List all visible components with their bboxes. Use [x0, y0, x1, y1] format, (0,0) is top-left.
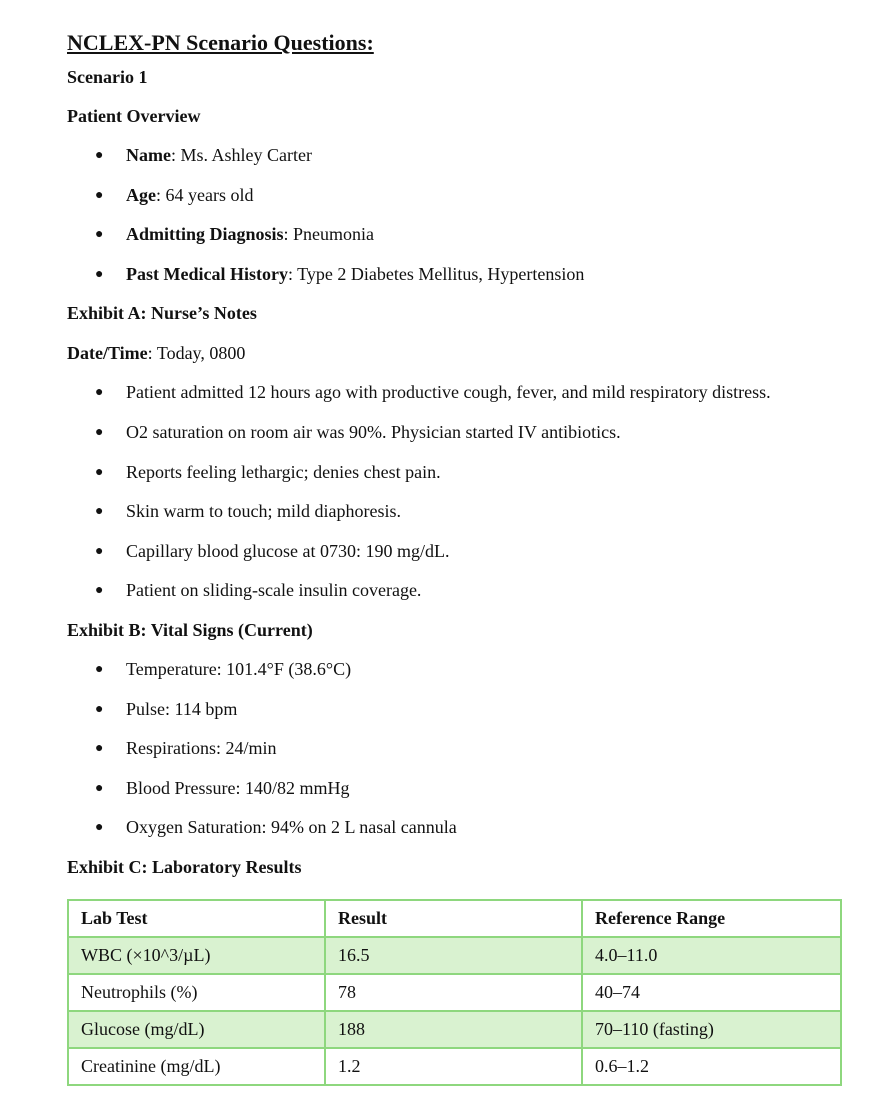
table-row	[68, 1048, 841, 1085]
list-item: ● Patient admitted 12 hours ago with productive cough, fever, and mild respiratory distress.	[67, 373, 857, 413]
bullet-icon: ●	[95, 266, 104, 282]
column-header: Reference Range	[582, 900, 841, 937]
bullet-icon: ●	[95, 741, 104, 757]
exhibit-c-heading: Exhibit C: Laboratory Results	[67, 856, 302, 877]
list-item: ● Past Medical History: Type 2 Diabetes Mellitus, Hypertension	[67, 255, 857, 295]
table-cell: 1.2	[325, 1048, 582, 1085]
list-item: ● Admitting Diagnosis: Pneumonia	[67, 215, 857, 255]
table-cell: 0.6–1.2	[582, 1048, 841, 1085]
table-cell: 70–110 (fasting)	[582, 1011, 841, 1048]
patient-overview-heading: Patient Overview	[67, 106, 201, 126]
bullet-icon: ●	[95, 464, 104, 480]
list-item: ● Oxygen Saturation: 94% on 2 L nasal cannula	[67, 808, 857, 848]
table-cell: 78	[325, 974, 582, 1011]
column-header: Result	[325, 900, 582, 937]
bullet-icon: ●	[95, 820, 104, 836]
datetime-line: Date/Time: Today, 0800	[67, 343, 246, 364]
page-title: NCLEX-PN Scenario Questions:	[67, 30, 374, 55]
table-row	[68, 937, 841, 974]
list-item: ● Respirations: 24/min	[67, 729, 857, 769]
list-item: ● Skin warm to touch; mild diaphoresis.	[67, 492, 857, 532]
list-item: ● Patient on sliding-scale insulin coverage.	[67, 571, 857, 611]
bullet-icon: ●	[95, 543, 104, 559]
exhibit-b-heading: Exhibit B: Vital Signs (Current)	[67, 619, 313, 640]
list-item: ● Name: Ms. Ashley Carter	[67, 136, 857, 176]
bullet-icon: ●	[95, 701, 104, 717]
list-item: ● Blood Pressure: 140/82 mmHg	[67, 769, 857, 809]
bullet-icon: ●	[95, 661, 104, 677]
table-cell: 188	[325, 1011, 582, 1048]
table-cell: 40–74	[582, 974, 841, 1011]
bullet-icon: ●	[95, 385, 104, 401]
document-page	[67, 28, 857, 1086]
table-cell: Glucose (mg/dL)	[68, 1011, 325, 1048]
table-header-row	[68, 900, 841, 937]
bullet-icon: ●	[95, 504, 104, 520]
table-cell: WBC (×10^3/µL)	[68, 937, 325, 974]
table-cell: Creatinine (mg/dL)	[68, 1048, 325, 1085]
patient-overview-list	[67, 136, 857, 294]
bullet-icon: ●	[95, 780, 104, 796]
table-cell: 16.5	[325, 937, 582, 974]
column-header: Lab Test	[68, 900, 325, 937]
bullet-icon: ●	[95, 583, 104, 599]
bullet-icon: ●	[95, 424, 104, 440]
list-item: ● Age: 64 years old	[67, 176, 857, 216]
list-item: ● Reports feeling lethargic; denies chest pain.	[67, 453, 857, 493]
lab-results-table	[67, 899, 842, 1086]
bullet-icon: ●	[95, 227, 104, 243]
list-item: ● Capillary blood glucose at 0730: 190 mg/dL.	[67, 532, 857, 572]
bullet-icon: ●	[95, 148, 104, 163]
list-item: ● Pulse: 114 bpm	[67, 690, 857, 730]
bullet-icon: ●	[95, 187, 104, 203]
table-cell: Neutrophils (%)	[68, 974, 325, 1011]
table-row	[68, 974, 841, 1011]
list-item: ● O2 saturation on room air was 90%. Physician started IV antibiotics.	[67, 413, 857, 453]
table-row	[68, 1011, 841, 1048]
nurses-notes-list	[67, 373, 857, 611]
list-item: ● Temperature: 101.4°F (38.6°C)	[67, 650, 857, 690]
exhibit-a-heading: Exhibit A: Nurse’s Notes	[67, 303, 257, 324]
scenario-heading: Scenario 1	[67, 67, 148, 87]
table-cell: 4.0–11.0	[582, 937, 841, 974]
vital-signs-list	[67, 650, 857, 848]
